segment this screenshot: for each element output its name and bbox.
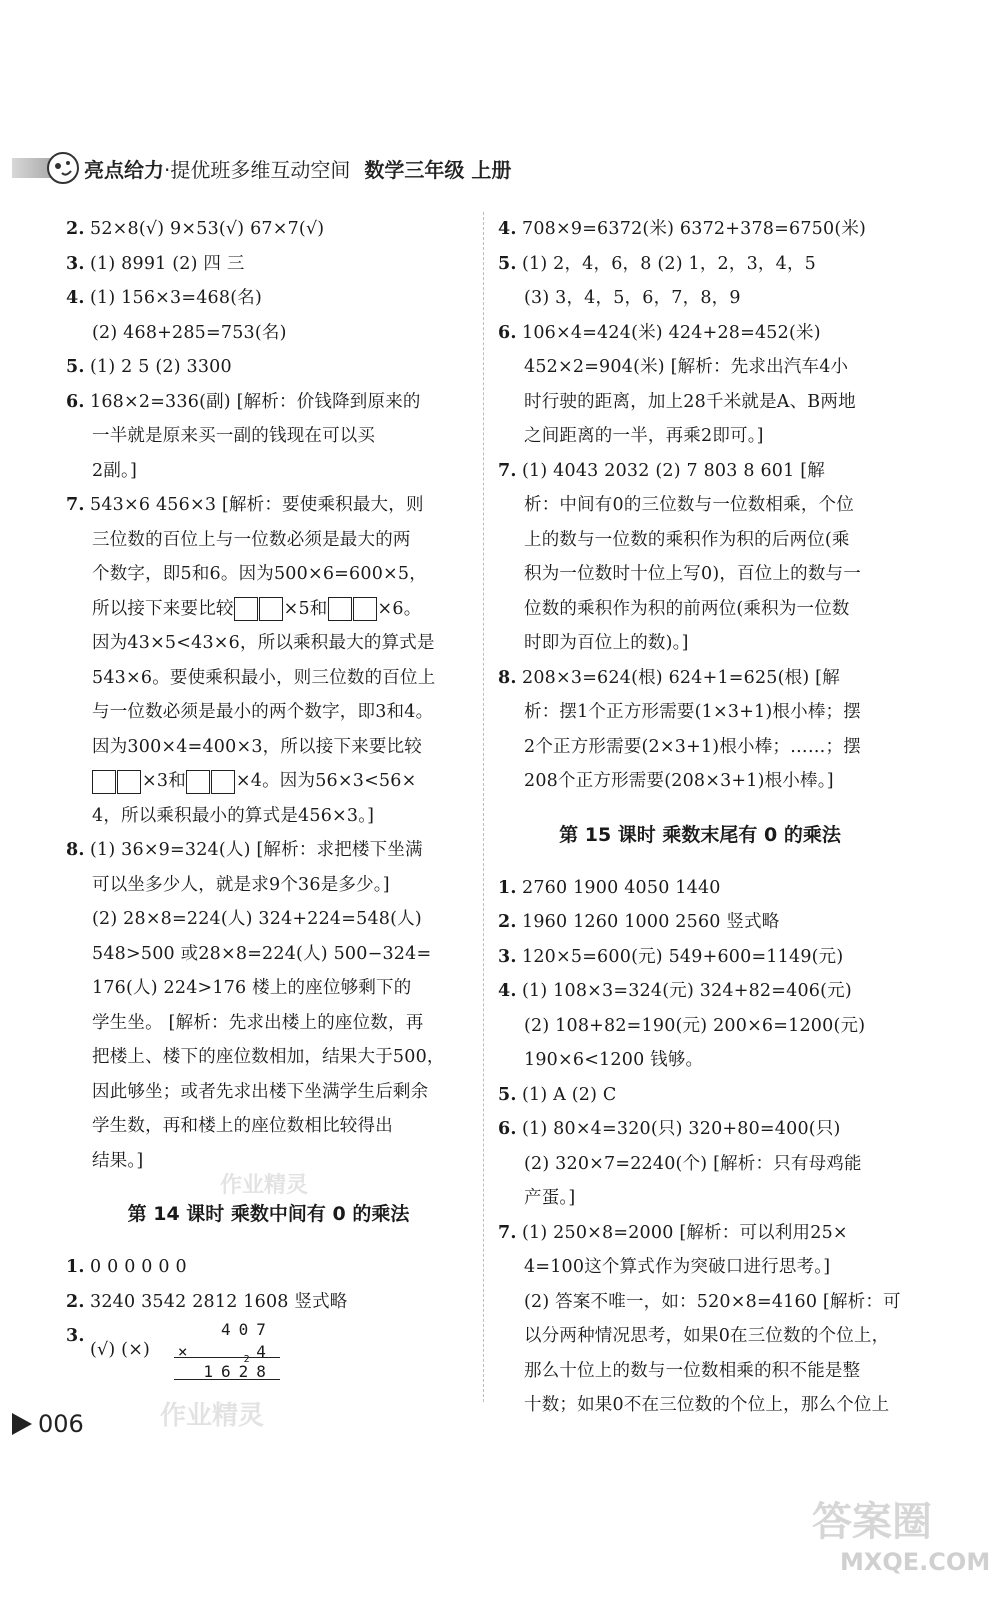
- blank-box: [259, 597, 283, 621]
- answer-line: 以分两种情况思考，如果0在三位数的个位上，: [524, 1326, 890, 1346]
- answer-line: 上的数与一位数的乘积作为积的后两位(乘: [524, 529, 850, 550]
- answer-line: 4，所以乘积最小的算式是456×3。]: [92, 805, 375, 826]
- answer-line: 三位数的百位上与一位数必须是最大的两: [92, 529, 411, 550]
- lesson-heading-14: 第 14 课时 乘数中间有 0 的乘法: [127, 1203, 410, 1225]
- answer-line: 1. 2760 1900 4050 1440: [498, 877, 721, 898]
- answer-line: 543×6。要使乘积最小，则三位数的百位上: [92, 667, 436, 688]
- blank-box: [234, 597, 258, 621]
- lesson-heading-15: 第 15 课时 乘数末尾有 0 的乘法: [559, 823, 841, 846]
- brand-logo-icon: [46, 151, 80, 185]
- column-divider: [483, 212, 484, 1402]
- blank-box: [328, 597, 352, 621]
- answer-line: 位数的乘积作为积的前两位(乘积为一位数: [524, 598, 850, 619]
- answer-line: 6. 168×2=336(副) [解析：价钱降到原来的: [66, 391, 421, 412]
- answer-line: 时即为百位上的数)。]: [524, 633, 689, 653]
- answer-line: (2) 320×7=2240(个) [解析：只有母鸡能: [524, 1153, 862, 1174]
- watermark-text: 作业精灵: [220, 1173, 309, 1198]
- answer-line: 5. (1) 2 5 (2) 3300: [66, 357, 232, 377]
- answer-line: 208个正方形需要(208×3+1)根小棒。]: [524, 771, 834, 791]
- answer-line: (2) 108+82=190(元) 200×6=1200(元): [524, 1015, 866, 1036]
- answer-line: 8. (1) 36×9=324(人) [解析：求把楼下坐满: [66, 840, 423, 860]
- answer-line: 积为一位数时十位上写0)，百位上的数与一: [524, 564, 861, 584]
- answer-line: 3.(√) (×) 407 × 2 4 1628: [66, 1319, 471, 1383]
- answer-line: 把楼上、楼下的座位数相加，结果大于500，: [92, 1047, 445, 1067]
- watermark-text: MXQE.COM: [840, 1548, 991, 1576]
- answer-line: 2个正方形需要(2×3+1)根小棒；……；摆: [524, 736, 861, 757]
- blank-box: [117, 770, 141, 794]
- answer-line: 时行驶的距离，加上28千米就是A、B两地: [524, 391, 856, 412]
- answer-line: 7. (1) 250×8=2000 [解析：可以利用25×: [498, 1222, 848, 1243]
- answer-line: 452×2=904(米) [解析：先求出汽车4小: [524, 357, 849, 377]
- answer-line: 548>500 或28×8=224(人) 500−324=: [92, 943, 432, 964]
- vertical-multiplication: 407 × 2 4 1628: [174, 1319, 284, 1379]
- answer-line: 8. 208×3=624(根) 624+1=625(根) [解: [498, 667, 840, 688]
- answer-line: (2) 468+285=753(名): [92, 322, 287, 343]
- blank-box: [353, 597, 377, 621]
- answer-line: ×3和 ×4。因为56×3<56×: [66, 764, 471, 799]
- answer-line: 学生数，再和楼上的座位数相比较得出: [92, 1116, 393, 1136]
- answer-line: 结果。]: [92, 1150, 144, 1171]
- answer-line: 2副。]: [92, 460, 138, 481]
- answer-line: 4=100这个算式作为突破口进行思考。]: [524, 1257, 831, 1277]
- answer-line: 176(人) 224>176 楼上的座位够剩下的: [92, 978, 412, 998]
- answer-line: 那么十位上的数与一位数相乘的积不能是整: [524, 1360, 861, 1381]
- answer-line: 7. (1) 4043 2032 (2) 7 803 8 601 [解: [498, 460, 825, 481]
- answer-line: 6. (1) 80×4=320(只) 320+80=400(只): [498, 1119, 841, 1139]
- play-triangle-icon: [12, 1413, 32, 1435]
- answer-line: (2) 答案不唯一，如：520×8=4160 [解析：可: [524, 1291, 901, 1312]
- answer-line: 3. (1) 8991 (2) 四 三: [66, 253, 245, 274]
- answer-line: 190×6<1200 钱够。: [524, 1050, 704, 1070]
- page-header: [12, 148, 511, 188]
- answer-line: 之间距离的一半，再乘2即可。]: [524, 426, 764, 446]
- answer-line: 2. 52×8(√) 9×53(√) 67×7(√): [66, 219, 325, 239]
- answer-line: 6. 106×4=424(米) 424+28=452(米): [498, 322, 821, 343]
- page-number: [12, 1410, 84, 1438]
- watermark-text: 答案圈: [812, 1499, 932, 1545]
- answer-line: 析：中间有0的三位数与一位数相乘，个位: [524, 495, 854, 515]
- answer-line: 因为300×4=400×3，所以接下来要比较: [92, 736, 422, 757]
- answer-line: 因为43×5<43×6，所以乘积最大的算式是: [92, 633, 435, 653]
- answer-line: 4. (1) 156×3=468(名): [66, 288, 262, 308]
- answer-line: 因此够坐；或者先求出楼下坐满学生后剩余: [92, 1081, 429, 1102]
- answer-line: 析：摆1个正方形需要(1×3+1)根小棒；摆: [524, 702, 861, 722]
- blank-box: [92, 770, 116, 794]
- blank-box: [186, 770, 210, 794]
- left-column: [66, 212, 471, 1383]
- answer-line: 可以坐多少人，就是求9个36是多少。]: [92, 874, 390, 895]
- answer-line: 7. 543×6 456×3 [解析：要使乘积最大，则: [66, 495, 424, 515]
- answer-line: 产蛋。]: [524, 1188, 576, 1208]
- answer-line: (3) 3，4，5，6，7，8，9: [524, 288, 741, 308]
- blank-box: [211, 770, 235, 794]
- watermark-text: 作业精灵: [160, 1401, 265, 1431]
- answer-line: 2. 1960 1260 1000 2560 竖式略: [498, 912, 780, 932]
- answer-line: 4. 708×9=6372(米) 6372+378=6750(米): [498, 219, 867, 239]
- answer-line: 5. (1) 2，4，6，8 (2) 1，2，3，4，5: [498, 253, 816, 274]
- answer-line: 与一位数必须是最小的两个数字，即3和4。: [92, 702, 434, 722]
- answer-line: 3. 120×5=600(元) 549+600=1149(元): [498, 946, 844, 967]
- answer-line: 学生坐。 [解析：先求出楼上的座位数，再: [92, 1012, 424, 1033]
- answer-line: (2) 28×8=224(人) 324+224=548(人): [92, 909, 422, 929]
- answer-line: 5. (1) A (2) C: [498, 1084, 617, 1105]
- right-column: [498, 212, 902, 1423]
- answer-line: 2. 3240 3542 2812 1608 竖式略: [66, 1291, 348, 1312]
- answer-line: 十数；如果0不在三位数的个位上，那么个位上: [524, 1395, 890, 1415]
- answer-line: 4. (1) 108×3=324(元) 324+82=406(元): [498, 981, 852, 1001]
- answer-line: 个数字，即5和6。因为500×6=600×5，: [92, 564, 427, 584]
- answer-line: 1. 0 0 0 0 0 0: [66, 1257, 187, 1277]
- header-subject: 数学三年级 上册: [364, 157, 512, 182]
- page-number-text: 006: [38, 1410, 84, 1438]
- header-subtitle: ·提优班多维互动空间: [164, 157, 351, 182]
- header-brand: 亮点给力: [84, 157, 164, 182]
- answer-line: 一半就是原来买一副的钱现在可以买: [92, 426, 376, 446]
- answer-line: 所以接下来要比较 ×5和 ×6。: [66, 592, 471, 627]
